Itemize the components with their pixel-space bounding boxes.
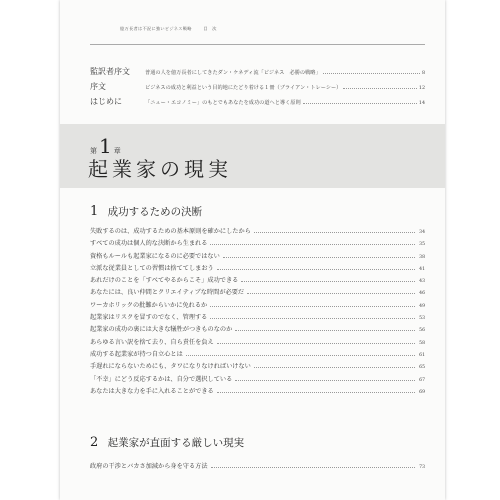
toc-entry-title: 成功する起業家が持つ自立心とは [90, 350, 183, 358]
header-rule [90, 44, 425, 45]
toc-entry[interactable] [90, 226, 425, 238]
toc-entry-page: 61 [419, 352, 425, 358]
toc-entry-title: あなたには、良い仲間とクリエイティブな時間が必要だ [90, 289, 245, 297]
toc-entry-page: 35 [419, 242, 425, 248]
dot-leader [217, 343, 415, 344]
toc-entry-page: 65 [419, 365, 425, 371]
toc-entry-page: 34 [419, 230, 425, 235]
front-matter-page: 14 [418, 101, 425, 106]
toc-entry[interactable] [90, 251, 425, 263]
toc-entry-title: 政府の干渉とバカさ加減から身を守る方法 [90, 463, 208, 470]
front-matter-title: 普通の人を億万長者にしてきたダン・ケネディ流「ビジネス 必勝の戦略」 [145, 70, 321, 76]
toc-entry-page: 38 [419, 254, 425, 260]
toc-entry[interactable] [90, 324, 425, 336]
front-matter-label: はじめに [90, 97, 122, 106]
dot-leader [254, 367, 415, 368]
toc-entry-page: 41 [419, 266, 425, 272]
toc-entry-title: すべての成功は個人的な決断から生まれる [90, 240, 208, 248]
front-matter-label: 監訳者序文 [90, 67, 130, 76]
section-heading [90, 435, 244, 450]
toc-entry-page: 43 [419, 279, 425, 285]
front-matter-list [90, 66, 425, 111]
toc-entry[interactable] [90, 263, 425, 275]
dot-leader [323, 73, 420, 74]
toc-entry-page: 46 [419, 291, 425, 297]
section-title: 成功するための決断 [107, 206, 203, 218]
toc-entry[interactable] [90, 275, 425, 287]
toc-entry-page: 49 [419, 303, 425, 309]
book-page [60, 0, 445, 500]
section-title: 起業家が直面する厳しい現実 [107, 437, 245, 449]
toc-entry[interactable] [90, 374, 425, 386]
toc-entry[interactable] [90, 461, 425, 473]
dot-leader [303, 103, 417, 104]
chapter-suffix: 章 [113, 147, 121, 155]
toc-entry-title: あれだけのことを「すべてやるからこそ」成功できる [90, 277, 239, 285]
front-matter-row [90, 66, 425, 81]
toc-entry-title: 起業家はリスクを冒すのでなく、管理する [90, 314, 208, 322]
dot-leader [223, 257, 415, 258]
dot-leader [343, 88, 417, 89]
dot-leader [211, 467, 415, 468]
chapter-number-digit: 1 [99, 134, 112, 158]
dot-leader [217, 392, 415, 393]
dot-leader [254, 232, 415, 233]
section-number: 1 [90, 204, 99, 219]
toc-entry-page: 73 [419, 465, 425, 470]
section-2-entries [90, 461, 425, 473]
dot-leader [210, 318, 415, 319]
toc-entry-page: 53 [419, 316, 425, 322]
toc-entry-page: 58 [419, 340, 425, 346]
dot-leader [210, 306, 415, 307]
toc-entry[interactable] [90, 238, 425, 250]
toc-entry[interactable] [90, 386, 425, 398]
running-header-book-title: 億万長者は不況に強いビジネス戦略 [120, 26, 192, 31]
section-1-entries [90, 226, 425, 398]
dot-leader [235, 380, 415, 381]
toc-entry-title: 失敗するのは、成功するための基本原則を確かにしたから [90, 228, 251, 235]
toc-entry-page: 67 [419, 377, 425, 383]
dot-leader [210, 244, 415, 245]
front-matter-page: 8 [421, 71, 425, 76]
toc-entry-title: 資格もルールも起業家になるのに必要ではない [90, 252, 220, 260]
toc-entry-page: 56 [419, 328, 425, 334]
dot-leader [235, 330, 415, 331]
running-header-section: 目 次 [203, 26, 217, 31]
toc-entry[interactable] [90, 287, 425, 299]
toc-entry[interactable] [90, 312, 425, 324]
toc-entry-title: 「不幸」にどう反応するかは、自分で選択している [90, 375, 233, 383]
chapter-title: 起業家の現実 [88, 157, 232, 181]
toc-entry[interactable] [90, 349, 425, 361]
toc-entry[interactable] [90, 361, 425, 373]
chapter-prefix: 第 [90, 147, 97, 155]
toc-entry-title: あらゆる言い訳を捨て去り、自ら責任を負え [90, 338, 214, 346]
dot-leader [247, 293, 415, 294]
section-number: 2 [90, 435, 99, 450]
front-matter-title: 「ニュー・エコノミー」のもとでもあなたを成功の道へと導く原則 [145, 100, 301, 106]
toc-entry-title: ワーカホリックの批難からいかに免れるか [90, 301, 208, 309]
toc-entry-title: 手遅れにならないためにも、タワになりなければいけない [90, 363, 251, 371]
toc-entry-title: 立派な従業員としての習慣は捨ててしまおう [90, 264, 214, 272]
front-matter-row [90, 81, 425, 96]
toc-entry-page: 69 [419, 389, 425, 395]
dot-leader [217, 269, 415, 270]
toc-entry[interactable] [90, 300, 425, 312]
front-matter-page: 12 [418, 86, 425, 91]
running-header [120, 26, 227, 32]
toc-entry-title: 起業家の成功の裏には大きな犠牲がつきものなのか [90, 326, 233, 334]
dot-leader [241, 281, 415, 282]
toc-entry-title: あなたは大きな力を手に入れることができる [90, 387, 214, 395]
front-matter-title: ビジネスの成功と利益という目的地にたどり着ける１冊（ブライアン・トレーシー） [145, 85, 342, 91]
front-matter-row [90, 96, 425, 111]
dot-leader [186, 355, 415, 356]
section-heading [90, 204, 202, 219]
toc-entry[interactable] [90, 337, 425, 349]
front-matter-label: 序文 [90, 82, 106, 91]
